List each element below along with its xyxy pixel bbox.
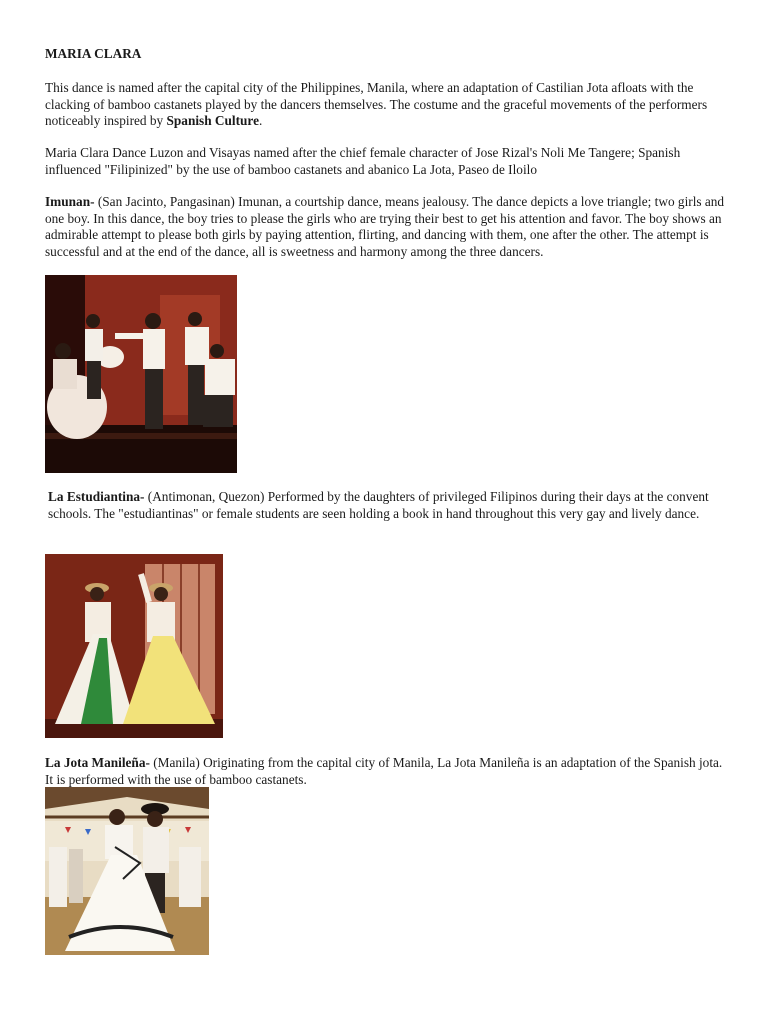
page-title: MARIA CLARA	[45, 46, 142, 61]
la-estudiantina-photo	[45, 554, 223, 738]
dance-la-jota-manilena	[45, 755, 730, 788]
dance-description: (Antimonan, Quezon) Performed by the daughters of privileged Filipinos during their days at the convent schools. The "estudiantinas" or female students are seen holding a book in hand throughout this very gay and lively dance.	[48, 489, 709, 521]
intro-text-end: .	[259, 113, 263, 129]
dance-la-estudiantina	[48, 489, 730, 522]
imunan-photo	[45, 275, 237, 473]
dance-imunan	[45, 194, 730, 260]
intro-text: This dance is named after the capital city of the Philippines, Manila, where an adaptation of Castilian Jota afloats with the clacking of bamboo castanets played by the dancers themselves. The costume and the graceful movements of the performers noticeably inspired by	[45, 80, 708, 129]
dance-name: La Estudiantina-	[48, 489, 145, 504]
dance-name: La Jota Manileña-	[45, 755, 150, 770]
dance-description: (Manila) Originating from the capital city of Manila, La Jota Manileña is an adaptation of the Spanish jota. It is performed with the use of bamboo castanets.	[45, 755, 723, 787]
intro-bold-term: Spanish Culture	[166, 113, 260, 129]
dance-name: Imunan-	[45, 194, 95, 209]
dance-description: (San Jacinto, Pangasinan) Imunan, a courtship dance, means jealousy. The dance depicts a love triangle; two girls and one boy. In this dance, the boy tries to please the girls who are trying their best to get his attention and favor. The boy shows an admirable attempt to please both girls by paying attention, flirting, and dancing with them, one after the other. The attempt is successful and at the end of the dance, all is sweetness and harmony among the three dancers.	[45, 194, 725, 259]
intro-paragraph	[45, 80, 730, 130]
la-jota-manilena-photo	[45, 787, 209, 955]
maria-clara-note: Maria Clara Dance Luzon and Visayas named after the chief female character of Jose Rizal's Noli Me Tangere; Spanish influenced "Filipinized" by the use of bamboo castanets and abanico La Jota, Paseo de Iloilo	[45, 145, 681, 177]
